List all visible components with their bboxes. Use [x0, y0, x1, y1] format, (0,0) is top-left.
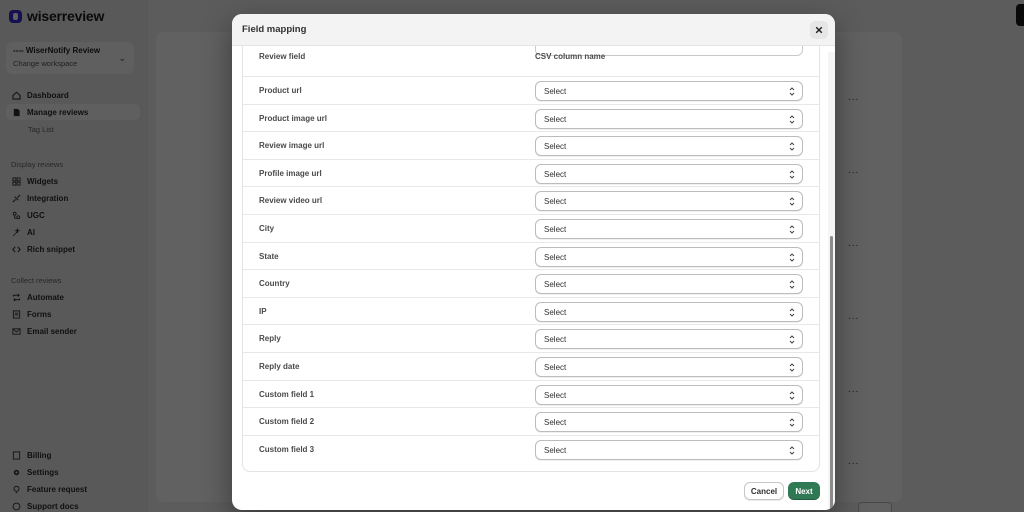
- select-value: Select: [544, 169, 567, 179]
- table-row: [243, 104, 820, 132]
- table-row: [243, 242, 820, 270]
- select-value: Select: [544, 307, 567, 317]
- select-value: Select: [544, 418, 567, 428]
- review-field-label: Country: [259, 279, 290, 289]
- select-value: Select: [544, 445, 567, 455]
- review-field-label: Custom field 1: [259, 389, 315, 399]
- csv-column-select[interactable]: [535, 440, 803, 460]
- table-row: [243, 435, 820, 463]
- column-header-review-field: Review field: [259, 52, 306, 61]
- table-row: [243, 352, 820, 380]
- select-arrows-icon: [789, 445, 795, 456]
- csv-column-select[interactable]: [535, 357, 803, 377]
- select-arrows-icon: [789, 279, 795, 290]
- review-field-label: IP: [259, 306, 267, 316]
- csv-column-select[interactable]: [535, 109, 803, 129]
- review-field-label: Product image url: [259, 113, 328, 123]
- review-field-label: Product url: [259, 86, 302, 95]
- close-icon: [815, 26, 823, 34]
- table-row: [243, 214, 820, 242]
- mapping-table: [242, 46, 820, 472]
- next-button[interactable]: Next: [788, 482, 820, 500]
- select-value: Select: [544, 363, 567, 372]
- dialog-title: Field mapping: [242, 24, 307, 35]
- csv-column-select[interactable]: [535, 247, 803, 267]
- review-field-label: State: [259, 251, 279, 261]
- select-value: Select: [544, 252, 567, 262]
- select-value: Select: [544, 87, 567, 96]
- review-field-label: Custom field 3: [259, 444, 315, 454]
- select-value: Select: [544, 142, 567, 152]
- review-field-label: Profile image url: [259, 168, 322, 178]
- csv-column-select[interactable]: [535, 412, 803, 432]
- select-arrows-icon: [789, 224, 795, 235]
- csv-column-select[interactable]: [535, 164, 803, 184]
- table-row: [243, 269, 820, 297]
- table-row: [243, 76, 820, 104]
- select-arrows-icon: [789, 307, 795, 318]
- select-value: Select: [544, 225, 567, 234]
- close-button[interactable]: [810, 21, 828, 39]
- review-field-label: Custom field 2: [259, 417, 315, 427]
- dialog-header: [232, 14, 835, 46]
- review-field-label: City: [259, 224, 275, 233]
- table-row: [243, 159, 820, 187]
- csv-column-select[interactable]: [535, 274, 803, 294]
- select-value: Select: [544, 280, 567, 290]
- table-row: [243, 297, 820, 325]
- review-field-label: Reply date: [259, 362, 300, 371]
- csv-column-select[interactable]: [535, 302, 803, 322]
- select-arrows-icon: [789, 362, 795, 373]
- column-header-csv-column: CSV column name: [535, 52, 606, 61]
- select-arrows-icon: [789, 86, 795, 97]
- cancel-button[interactable]: Cancel: [744, 482, 784, 500]
- table-row: [243, 380, 820, 408]
- select-value: Select: [544, 197, 567, 207]
- table-row: [243, 131, 820, 159]
- csv-column-select[interactable]: [535, 385, 803, 405]
- csv-column-select[interactable]: [535, 136, 803, 156]
- scrollbar-thumb[interactable]: [830, 236, 833, 510]
- select-arrows-icon: [789, 417, 795, 428]
- csv-column-select[interactable]: [535, 329, 803, 349]
- select-value: Select: [544, 335, 567, 345]
- select-value: Select: [544, 114, 567, 124]
- select-value: Select: [544, 390, 567, 400]
- review-field-label: Reply: [259, 334, 281, 344]
- table-row: [243, 407, 820, 435]
- select-arrows-icon: [789, 196, 795, 207]
- table-row: [243, 186, 820, 214]
- select-arrows-icon: [789, 390, 795, 401]
- csv-column-select[interactable]: [535, 219, 803, 239]
- select-arrows-icon: [789, 114, 795, 125]
- select-arrows-icon: [789, 252, 795, 263]
- field-mapping-dialog: [232, 14, 835, 510]
- csv-column-select[interactable]: [535, 191, 803, 211]
- select-arrows-icon: [789, 169, 795, 180]
- review-field-label: Review video url: [259, 196, 323, 206]
- review-field-label: Review image url: [259, 141, 325, 151]
- select-arrows-icon: [789, 141, 795, 152]
- table-row: [243, 324, 820, 352]
- select-arrows-icon: [789, 334, 795, 345]
- csv-column-select[interactable]: [535, 81, 803, 101]
